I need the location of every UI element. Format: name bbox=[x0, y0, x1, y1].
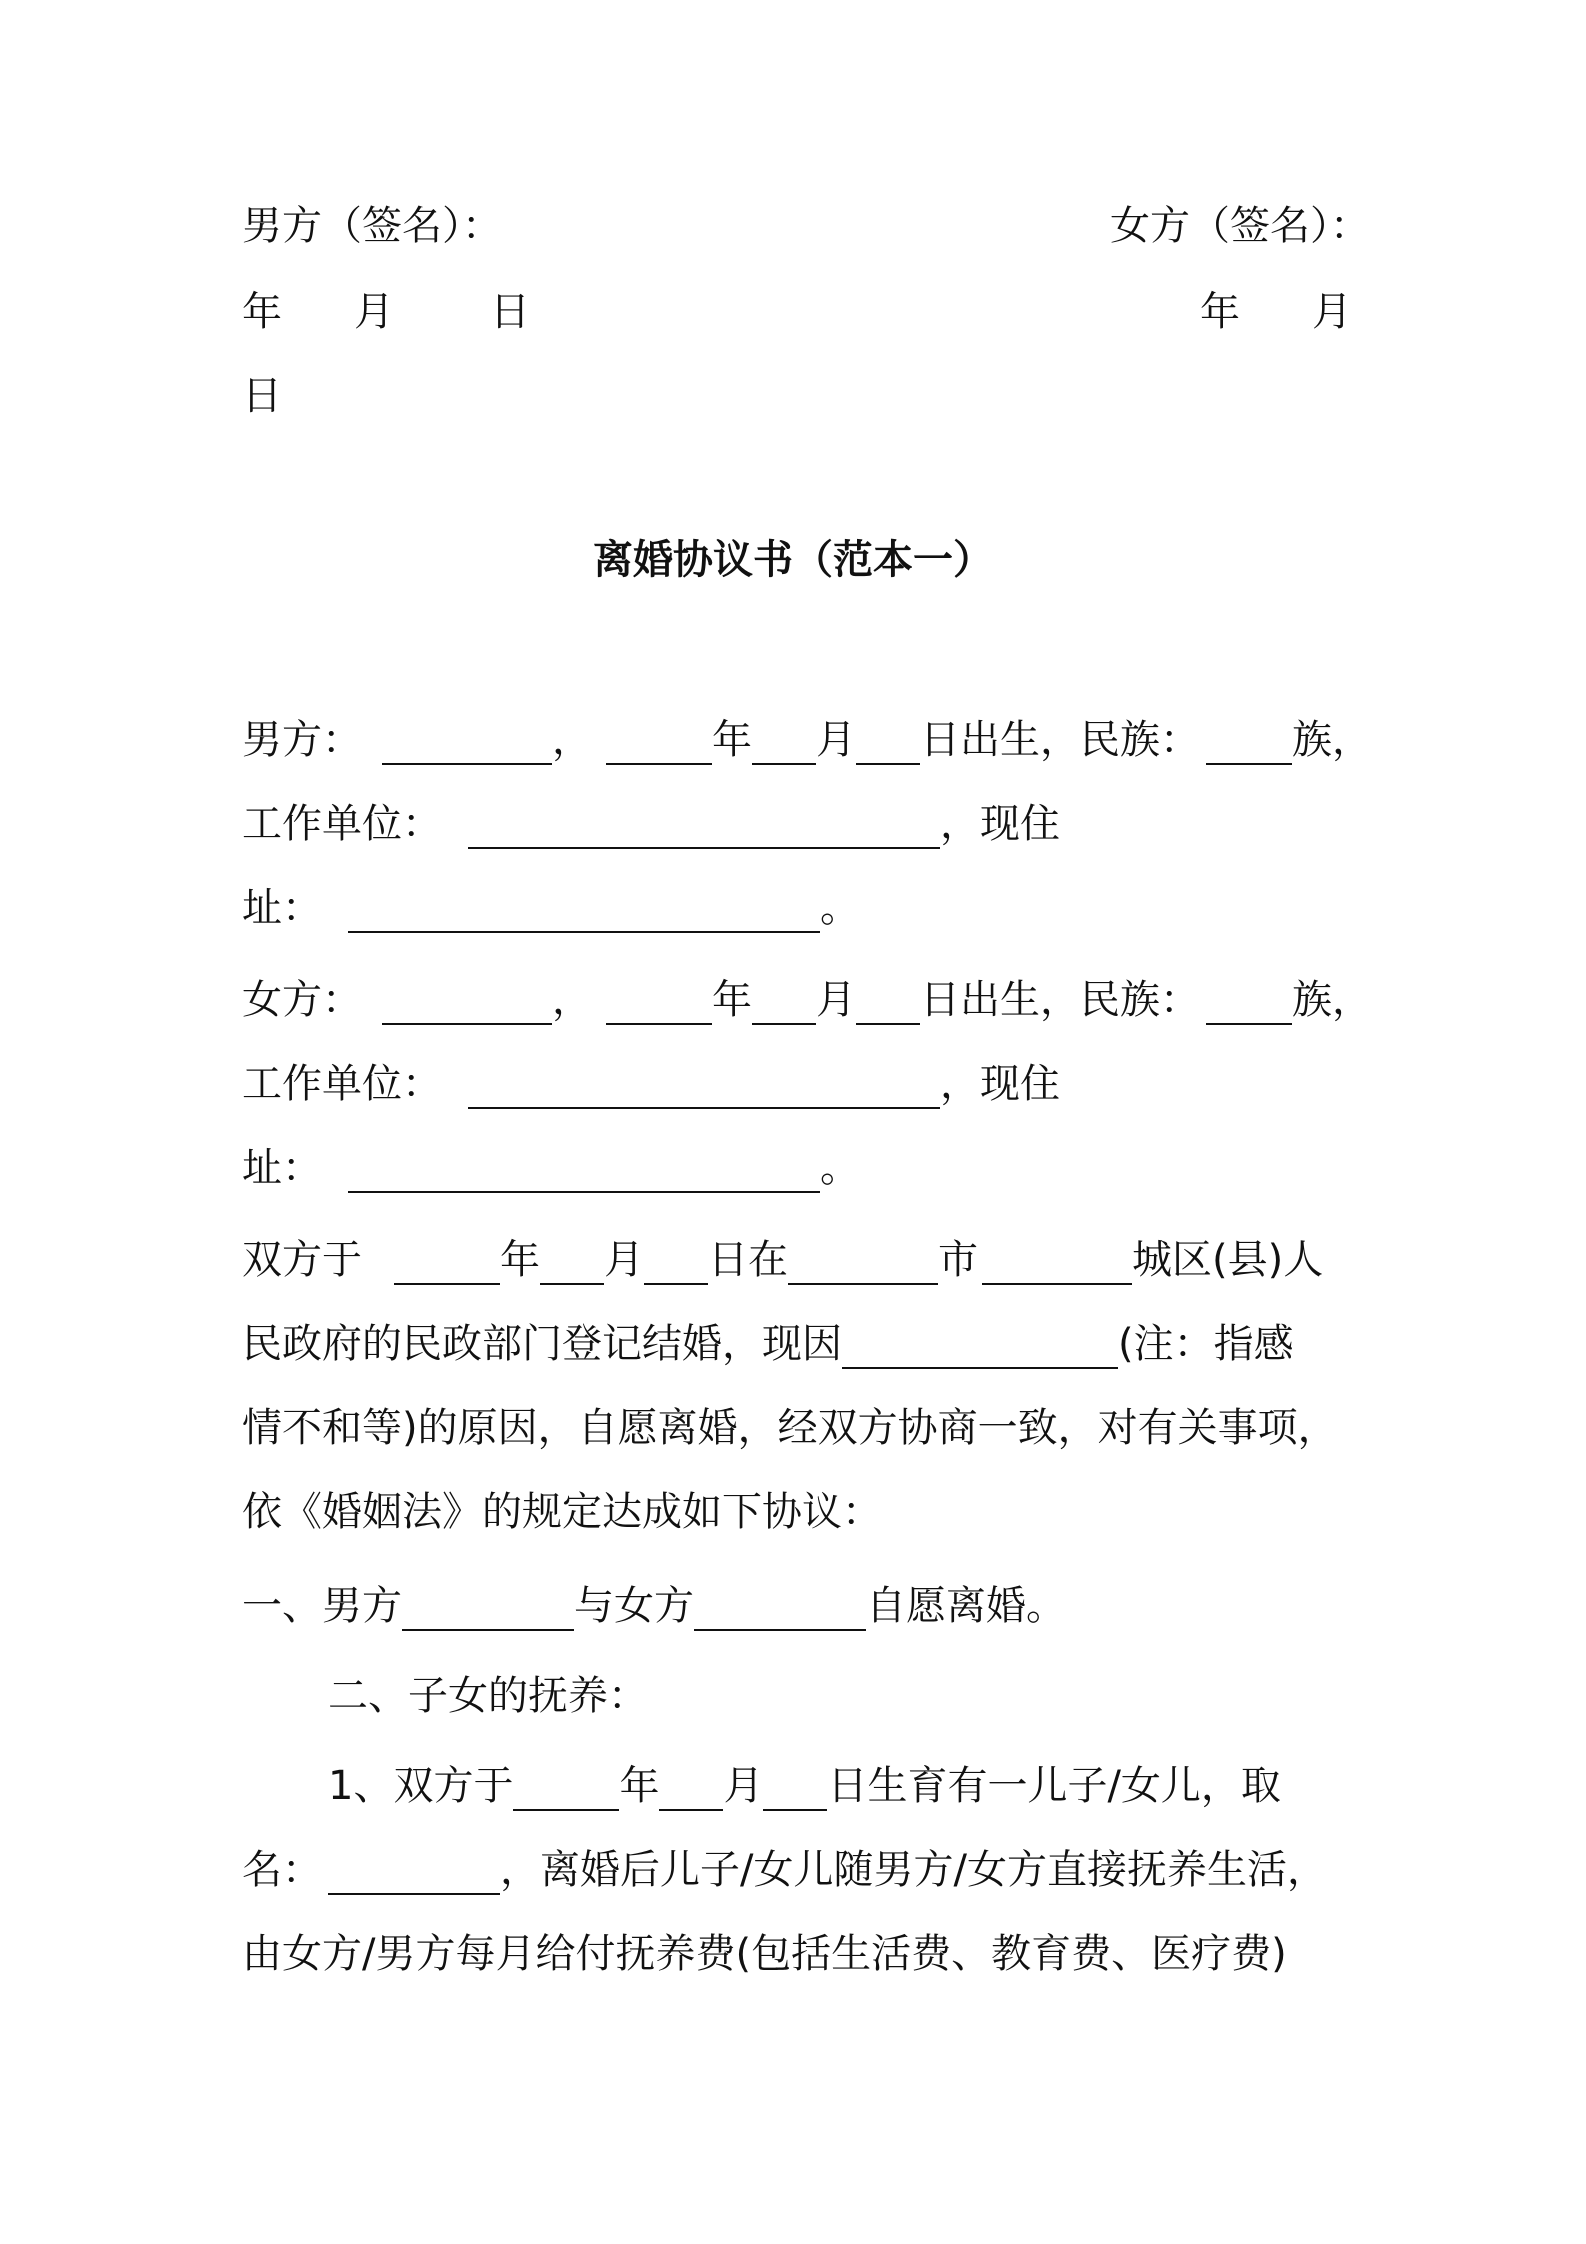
child-name-label: 名： bbox=[242, 1847, 322, 1893]
clause-2-heading-text: 二、子女的抚养： bbox=[328, 1673, 648, 1719]
signature-row bbox=[242, 202, 502, 250]
clause-1-woman-name-blank[interactable] bbox=[694, 1629, 866, 1631]
period: 。 bbox=[820, 885, 860, 931]
man-workplace-blank[interactable] bbox=[468, 847, 940, 849]
woman-info-line-1 bbox=[242, 976, 1372, 1025]
man-ethnicity-blank[interactable] bbox=[1206, 763, 1292, 765]
marriage-line-4 bbox=[242, 1488, 882, 1536]
male-date-row bbox=[242, 288, 530, 336]
year-label: 年 bbox=[619, 1763, 660, 1809]
day-at-label: 日在 bbox=[708, 1237, 788, 1283]
female-date-row bbox=[1200, 288, 1352, 336]
year-label: 年 bbox=[500, 1237, 540, 1283]
note-text: (注：指感 bbox=[1118, 1321, 1294, 1367]
man-info-line-1 bbox=[242, 716, 1372, 765]
man-birth-month-blank[interactable] bbox=[752, 763, 816, 765]
woman-birth-month-blank[interactable] bbox=[752, 1023, 816, 1025]
clause-2-1-line-1 bbox=[328, 1762, 1281, 1811]
month-label: 月 bbox=[604, 1237, 644, 1283]
month-label: 月 bbox=[723, 1763, 764, 1809]
female-date-day-row bbox=[242, 372, 282, 420]
clause-1 bbox=[242, 1582, 1066, 1631]
divorce-reason-blank[interactable] bbox=[842, 1367, 1118, 1369]
man-birth-day-blank[interactable] bbox=[856, 763, 920, 765]
marriage-day-blank[interactable] bbox=[644, 1283, 708, 1285]
marriage-month-blank[interactable] bbox=[540, 1283, 604, 1285]
clause-2-1-line-2 bbox=[242, 1846, 1327, 1895]
both-parties-label: 双方于 bbox=[242, 1237, 362, 1283]
child-birth-day-blank[interactable] bbox=[763, 1809, 827, 1811]
clause-1-man-label: 一、男方 bbox=[242, 1583, 402, 1629]
clause-1-man-name-blank[interactable] bbox=[402, 1629, 574, 1631]
man-birth-year-blank[interactable] bbox=[606, 763, 712, 765]
woman-birth-day-blank[interactable] bbox=[856, 1023, 920, 1025]
workplace-label: 工作单位： bbox=[242, 801, 442, 847]
female-date-day: 日 bbox=[242, 373, 282, 419]
marriage-line-2 bbox=[242, 1320, 1294, 1369]
child-birth-label: 1、双方于 bbox=[328, 1763, 514, 1809]
child-birth-month-blank[interactable] bbox=[659, 1809, 723, 1811]
man-info-line-2 bbox=[242, 800, 1060, 849]
residence-label: ，现住 bbox=[940, 1061, 1060, 1107]
male-date-month: 月 bbox=[354, 289, 394, 335]
month-label: 月 bbox=[816, 717, 856, 763]
male-signature-label: 男方（签名）： bbox=[242, 203, 502, 249]
child-birth-year-blank[interactable] bbox=[513, 1809, 619, 1811]
man-info-line-3 bbox=[242, 884, 860, 933]
comma: ， bbox=[552, 977, 592, 1023]
born-ethnicity-label: 日出生，民族： bbox=[920, 977, 1200, 1023]
female-signature-row bbox=[1110, 202, 1370, 250]
clause-1-end: 自愿离婚。 bbox=[866, 1583, 1066, 1629]
man-label: 男方： bbox=[242, 717, 362, 763]
reason-text: 情不和等)的原因，自愿离婚，经双方协商一致，对有关事项， bbox=[242, 1405, 1338, 1451]
child-name-blank[interactable] bbox=[328, 1893, 500, 1895]
woman-label: 女方： bbox=[242, 977, 362, 1023]
agreement-intro-text: 依《婚姻法》的规定达成如下协议： bbox=[242, 1489, 882, 1535]
marriage-line-3 bbox=[242, 1404, 1338, 1452]
clause-2-1-line-3 bbox=[242, 1930, 1287, 1978]
child-text: 日生育有一儿子/女儿，取 bbox=[827, 1763, 1281, 1809]
male-date-day: 日 bbox=[490, 289, 530, 335]
woman-birth-year-blank[interactable] bbox=[606, 1023, 712, 1025]
marriage-year-blank[interactable] bbox=[394, 1283, 500, 1285]
clause-1-woman-label: 与女方 bbox=[574, 1583, 694, 1629]
male-date-year: 年 bbox=[242, 289, 282, 335]
ethnicity-suffix: 族， bbox=[1292, 977, 1372, 1023]
man-address-blank[interactable] bbox=[348, 931, 820, 933]
residence-label: ，现住 bbox=[940, 801, 1060, 847]
woman-workplace-blank[interactable] bbox=[468, 1107, 940, 1109]
support-text: 由女方/男方每月给付抚养费(包括生活费、教育费、医疗费) bbox=[242, 1931, 1287, 1977]
month-label: 月 bbox=[816, 977, 856, 1023]
woman-address-blank[interactable] bbox=[348, 1191, 820, 1193]
man-name-blank[interactable] bbox=[382, 763, 552, 765]
woman-info-line-3 bbox=[242, 1144, 860, 1193]
address-label: 址： bbox=[242, 1145, 322, 1191]
female-signature-label: 女方（签名）： bbox=[1110, 203, 1370, 249]
woman-name-blank[interactable] bbox=[382, 1023, 552, 1025]
workplace-label: 工作单位： bbox=[242, 1061, 442, 1107]
clause-2-heading bbox=[328, 1672, 648, 1720]
female-date-year: 年 bbox=[1200, 289, 1240, 335]
address-label: 址： bbox=[242, 885, 322, 931]
city-label: 市 bbox=[938, 1237, 978, 1283]
year-label: 年 bbox=[712, 717, 752, 763]
custody-text: ，离婚后儿子/女儿随男方/女方直接抚养生活， bbox=[500, 1847, 1327, 1893]
born-ethnicity-label: 日出生，民族： bbox=[920, 717, 1200, 763]
female-date-month: 月 bbox=[1312, 289, 1352, 335]
marriage-city-blank[interactable] bbox=[788, 1283, 938, 1285]
comma: ， bbox=[552, 717, 592, 763]
registration-text: 民政府的民政部门登记结婚，现因 bbox=[242, 1321, 842, 1367]
marriage-line-1 bbox=[242, 1236, 1323, 1285]
ethnicity-suffix: 族， bbox=[1292, 717, 1372, 763]
document-title: 离婚协议书（范本一） bbox=[593, 537, 993, 583]
marriage-district-blank[interactable] bbox=[982, 1283, 1132, 1285]
district-label: 城区(县)人 bbox=[1132, 1237, 1324, 1283]
year-label: 年 bbox=[712, 977, 752, 1023]
woman-ethnicity-blank[interactable] bbox=[1206, 1023, 1292, 1025]
period: 。 bbox=[820, 1145, 860, 1191]
woman-info-line-2 bbox=[242, 1060, 1060, 1109]
